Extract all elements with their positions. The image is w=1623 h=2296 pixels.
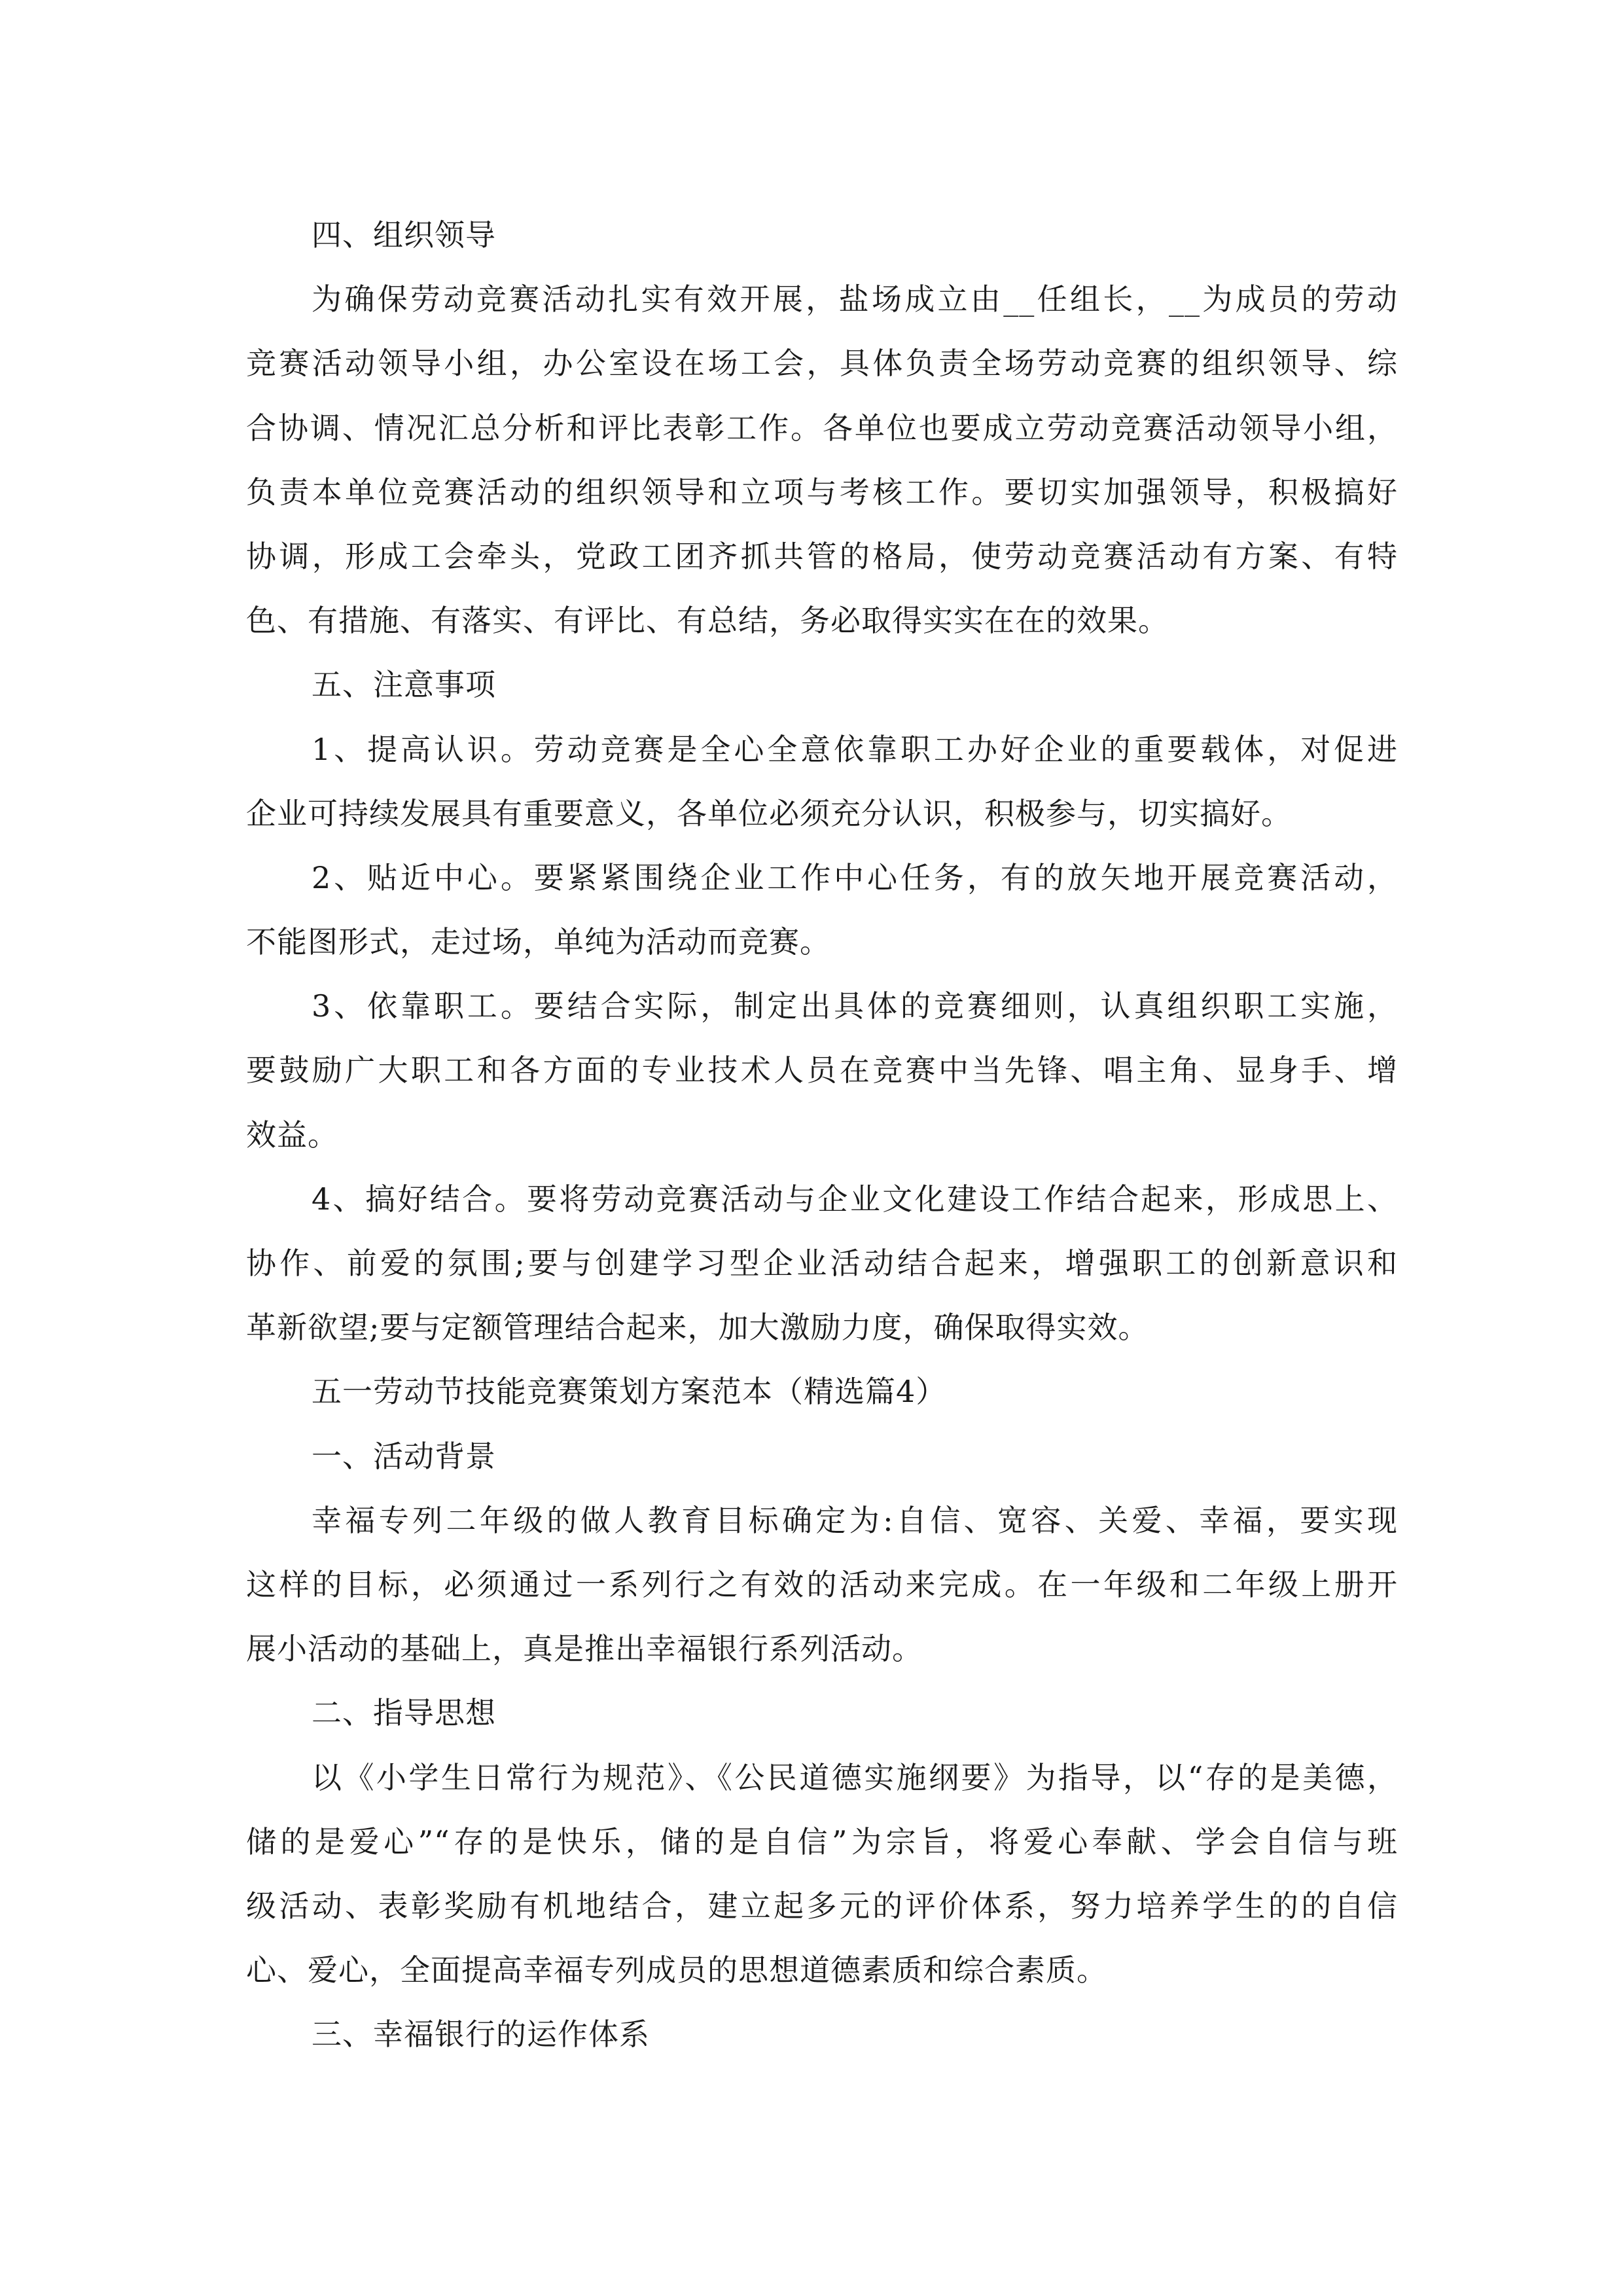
section-heading: 一、活动背景 [312,1438,496,1474]
paragraph-line: 级活动、表彰奖励有机地结合，建立起多元的评价体系，努力培养学生的的自信 [246,1888,1398,1924]
paragraph-line: 3、依靠职工。要结合实际，制定出具体的竞赛细则，认真组织职工实施， [312,988,1398,1024]
section-heading: 二、指导思想 [312,1695,496,1731]
paragraph-line: 2、贴近中心。要紧紧围绕企业工作中心任务，有的放矢地开展竞赛活动， [312,859,1398,895]
section-heading: 五、注意事项 [312,667,496,703]
paragraph-line: 以《小学生日常行为规范》、《公民道德实施纲要》为指导，以“存的是美德， [312,1759,1398,1795]
paragraph-line: 企业可持续发展具有重要意义，各单位必须充分认识，积极参与，切实搞好。 [246,795,1292,831]
paragraph-line: 协作、前爱的氛围;要与创建学习型企业活动结合起来，增强职工的创新意识和 [246,1246,1398,1281]
paragraph-line: 要鼓励广大职工和各方面的专业技术人员在竞赛中当先锋、唱主角、显身手、增 [246,1052,1398,1088]
paragraph-line: 幸福专列二年级的做人教育目标确定为:自信、宽容、关爱、幸福，要实现 [312,1502,1398,1538]
paragraph-line: 色、有措施、有落实、有评比、有总结，务必取得实实在在的效果。 [246,603,1169,639]
paragraph-line: 4、搞好结合。要将劳动竞赛活动与企业文化建设工作结合起来，形成思上、 [312,1181,1398,1217]
paragraph-line: 为确保劳动竞赛活动扎实有效开展，盐场成立由__任组长，__为成员的劳动 [312,281,1398,317]
paragraph-line: 储的是爱心”“存的是快乐，储的是自信”为宗旨，将爱心奉献、学会自信与班 [246,1823,1398,1859]
section-heading: 四、组织领导 [312,217,496,253]
paragraph-line: 负责本单位竞赛活动的组织领导和立项与考核工作。要切实加强领导，积极搞好 [246,474,1398,510]
document-body [246,203,1398,2066]
paragraph-line: 合协调、情况汇总分析和评比表彰工作。各单位也要成立劳动竞赛活动领导小组， [246,410,1398,446]
paragraph-line: 不能图形式，走过场，单纯为活动而竞赛。 [246,924,830,960]
paragraph-line: 效益。 [246,1117,338,1153]
paragraph-line: 这样的目标，必须通过一系列行之有效的活动来完成。在一年级和二年级上册开 [246,1566,1398,1602]
paragraph-line: 心、爱心，全面提高幸福专列成员的思想道德素质和综合素质。 [246,1952,1107,1988]
paragraph-line: 协调，形成工会牵头，党政工团齐抓共管的格局，使劳动竞赛活动有方案、有特 [246,538,1398,574]
article-title: 五一劳动节技能竞赛策划方案范本（精选篇4） [312,1374,947,1410]
paragraph-line: 展小活动的基础上，真是推出幸福银行系列活动。 [246,1631,923,1667]
section-heading: 三、幸福银行的运作体系 [312,2017,650,2053]
paragraph-line: 竞赛活动领导小组，办公室设在场工会，具体负责全场劳动竞赛的组织领导、综 [246,346,1398,382]
paragraph-line: 1、提高认识。劳动竞赛是全心全意依靠职工办好企业的重要载体，对促进 [312,731,1398,767]
paragraph-line: 革新欲望;要与定额管理结合起来，加大激励力度，确保取得实效。 [246,1310,1149,1346]
